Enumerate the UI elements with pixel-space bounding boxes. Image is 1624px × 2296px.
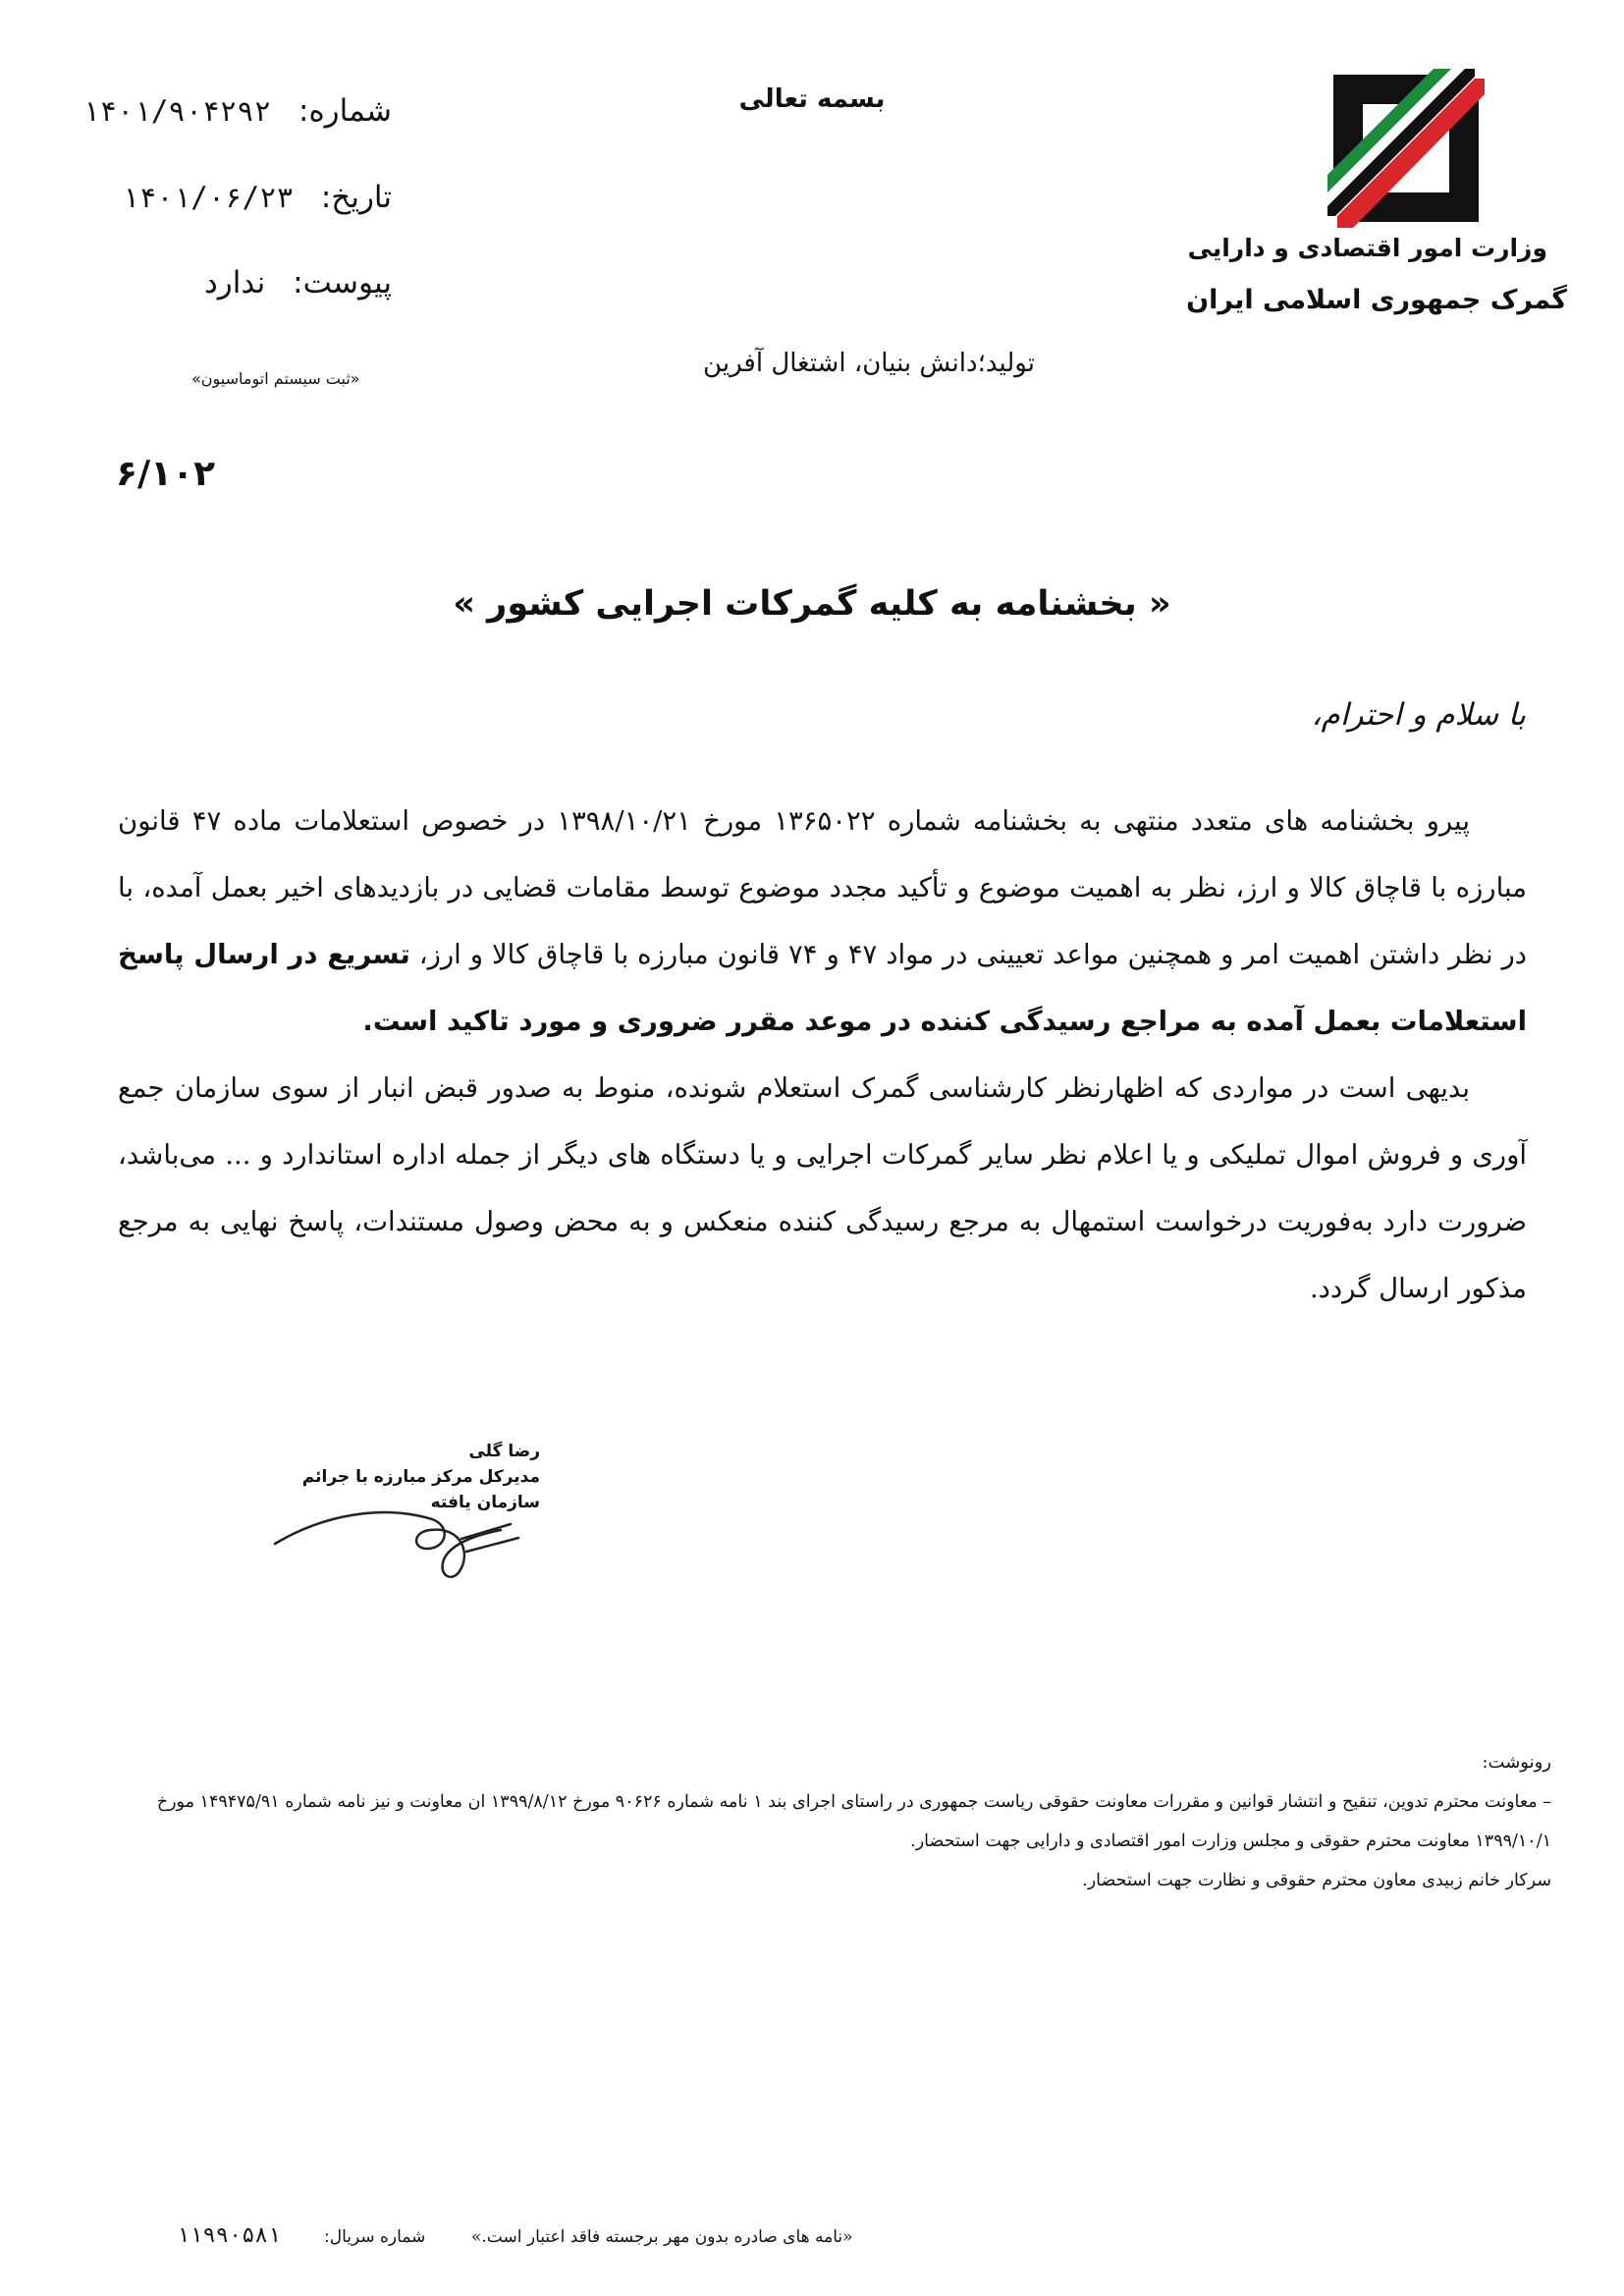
cc-line-2: ۱۳۹۹/۱۰/۱ معاونت محترم حقوقی و مجلس وزارت امور اقتصادی و دارایی جهت استحضار. [910, 1831, 1551, 1851]
letter-attachment [204, 265, 392, 301]
paragraph-1 [118, 788, 1527, 1055]
paragraph-2: بدیهی است در مواردی که اظهارنظر کارشناسی گمرک استعلام شونده، منوط به صدور قبض انبار از سوی سازمان جمع آوری و فروش اموال تملیکی و یا اعلام نظر سایر گمرکات اجرایی و یا دستگاه های دیگر از جمله اداره استاندارد و ... می‌باشد، ضرورت دارد به‌فوریت درخواست استمهال به مرجع رسیدگی کننده منعکس و به محض وصول مستندات، پاسخ نهایی به مرجع مذکور ارسال گردد. [118, 1072, 1527, 1304]
letter-body [118, 788, 1527, 1322]
letter-date-label: تاریخ: [320, 180, 392, 215]
paragraph-1-emphasis: تسریع در ارسال پاسخ استعلامات بعمل آمده به مراجع رسیدگی کننده در موعد مقرر ضروری و مورد تاکید است. [118, 939, 1527, 1037]
signatory-name: رضا گلی [468, 1442, 540, 1461]
serial-value: ۱۱۹۹۰۵۸۱ [177, 2223, 281, 2248]
invocation: بسمه تعالی [738, 84, 886, 114]
slogan: تولید؛دانش بنیان، اشتغال آفرین [703, 349, 1035, 378]
letter-date-value: ۱۴۰۱/۰۶/۲۳ [122, 181, 294, 214]
org-customs: گمرک جمهوری اسلامی ایران [1186, 285, 1567, 315]
signatory-position: مدیرکل مرکز مبارزه با جرائم سازمان یافته [301, 1467, 540, 1512]
cc-title: رونوشت: [1482, 1752, 1551, 1773]
letter-title: « بخشنامه به کلیه گمرکات اجرایی کشور » [453, 584, 1171, 624]
letter-number-value: ۱۴۰۱/۹۰۴۲۹۲ [82, 94, 272, 128]
paragraph-1-text: پیرو بخشنامه های متعدد منتهی به بخشنامه شماره ۱۳۶۵۰۲۲ مورخ ۱۳۹۸/۱۰/۲۱ در خصوص استعلامات ماده ۴۷ قانون مبارزه با قاچاق کالا و ارز، نظر به اهمیت موضوع و تأکید مجدد موضوع توسط مقامات قضایی در بازدیدهای اخیر بعمل آمده، با در نظر داشتن اهمیت امر و همچنین مواعد تعیینی در مواد ۴۷ و ۷۴ قانون مبارزه با قاچاق کالا و ارز، [118, 805, 1527, 970]
automation-note: «ثبت سیستم اتوماسیون» [191, 369, 360, 388]
letter-attachment-label: پیوست: [293, 265, 392, 301]
carbon-copy [126, 1743, 1551, 1900]
greeting: با سلام و احترام، [1311, 697, 1526, 733]
reference-code: ۶/۱۰۲ [116, 454, 216, 494]
org-ministry: وزارت امور اقتصادی و دارایی [1187, 234, 1547, 262]
letter-number-label: شماره: [298, 93, 392, 129]
cc-line-3: سرکار خانم زبیدی معاون محترم حقوقی و نظارت جهت استحضار. [1082, 1871, 1551, 1890]
letter-attachment-value: ندارد [203, 265, 266, 301]
handwritten-signature-icon [265, 1495, 560, 1593]
serial-label: شماره سریال: [324, 2227, 426, 2247]
letter-number [82, 93, 392, 129]
letter-date [122, 180, 392, 215]
cc-line-1: – معاونت محترم تدوین، تنقیح و انتشار قوانین و مقررات معاونت حقوقی ریاست جمهوری در راستای اجرای بند ۱ نامه شماره ۹۰۶۲۶ مورخ ۱۳۹۹/۸/۱۲ ان معاونت و نیز نامه شماره ۱۴۹۴۷۵/۹۱ مورخ [156, 1792, 1551, 1812]
footer-note: «نامه های صادره بدون مهر برجسته فاقد اعتبار است.» [471, 2227, 853, 2247]
